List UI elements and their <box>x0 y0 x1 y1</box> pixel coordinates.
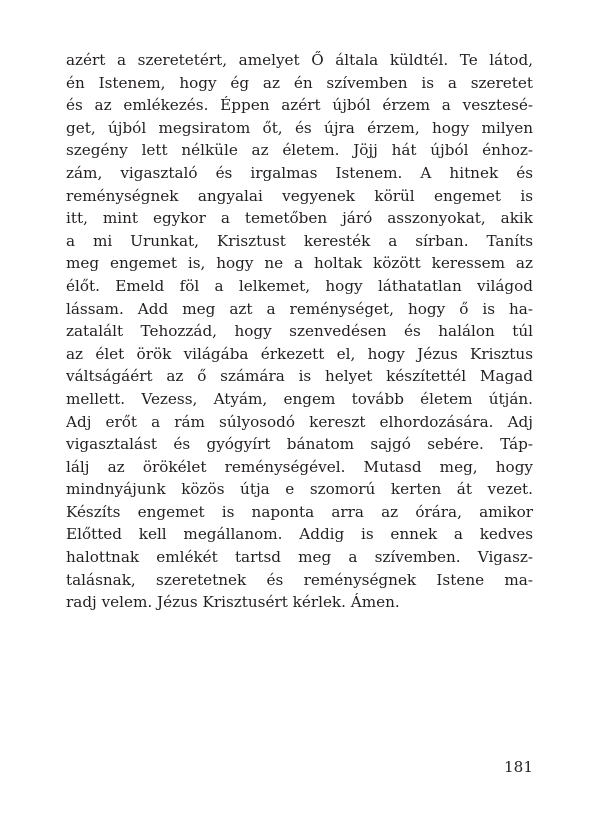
text-line: mindnyájunk közös útja e szomorú kerten át vezet. <box>66 480 533 499</box>
text-line: halottnak emlékét tartsd meg a szívemben. Vigasz- <box>66 548 533 567</box>
text-line: Készíts engemet is naponta arra az órára, amikor <box>66 502 533 521</box>
text-line: reménységnek angyalai vegyenek körül engemet is <box>66 186 533 205</box>
text-line: get, újból megsiratom őt, és újra érzem, hogy milyen <box>66 118 533 137</box>
text-line: a mi Urunkat, Krisztust keresték a sírban. Taníts <box>66 231 533 250</box>
text-line: Adj erőt a rám súlyosodó kereszt elhordozására. Adj <box>66 412 533 431</box>
text-line: Előtted kell megállanom. Addig is ennek a kedves <box>66 525 533 544</box>
text-line: szegény lett nélküle az életem. Jöjj hát újból énhoz- <box>66 141 533 160</box>
text-line: lálj az örökélet reménységével. Mutasd meg, hogy <box>66 457 533 476</box>
text-line: mellett. Vezess, Atyám, engem tovább életem útján. <box>66 389 533 408</box>
text-line: talásnak, szeretetnek és reménységnek Istene ma- <box>66 570 533 589</box>
text-line: váltságáért az ő számára is helyet készítettél Magad <box>66 367 533 386</box>
text-line-last: radj velem. Jézus Krisztusért kérlek. Ámen. <box>66 593 400 612</box>
page-number: 181 <box>504 758 533 776</box>
text-line: meg engemet is, hogy ne a holtak között keressem az <box>66 254 533 273</box>
prayer-text <box>66 49 533 614</box>
text-line: itt, mint egykor a temetőben járó asszonyokat, akik <box>66 209 533 228</box>
text-line: élőt. Emeld föl a lelkemet, hogy láthatatlan világod <box>66 276 533 295</box>
text-line: én Istenem, hogy ég az én szívemben is a szeretet <box>66 73 533 92</box>
text-line: azért a szeretetért, amelyet Ő általa küldtél. Te látod, <box>66 51 533 69</box>
text-line: zatalált Tehozzád, hogy szenvedésen és halálon túl <box>66 322 533 341</box>
text-line: zám, vigasztaló és irgalmas Istenem. A hitnek és <box>66 163 533 182</box>
text-line: és az emlékezés. Éppen azért újból érzem a vesztesé- <box>66 96 533 115</box>
text-line: vigasztalást és gyógyírt bánatom sajgó sebére. Táp- <box>66 435 533 454</box>
text-line: az élet örök világába érkezett el, hogy Jézus Krisztus <box>66 344 533 363</box>
text-line: lássam. Add meg azt a reménységet, hogy ő is ha- <box>66 299 533 318</box>
